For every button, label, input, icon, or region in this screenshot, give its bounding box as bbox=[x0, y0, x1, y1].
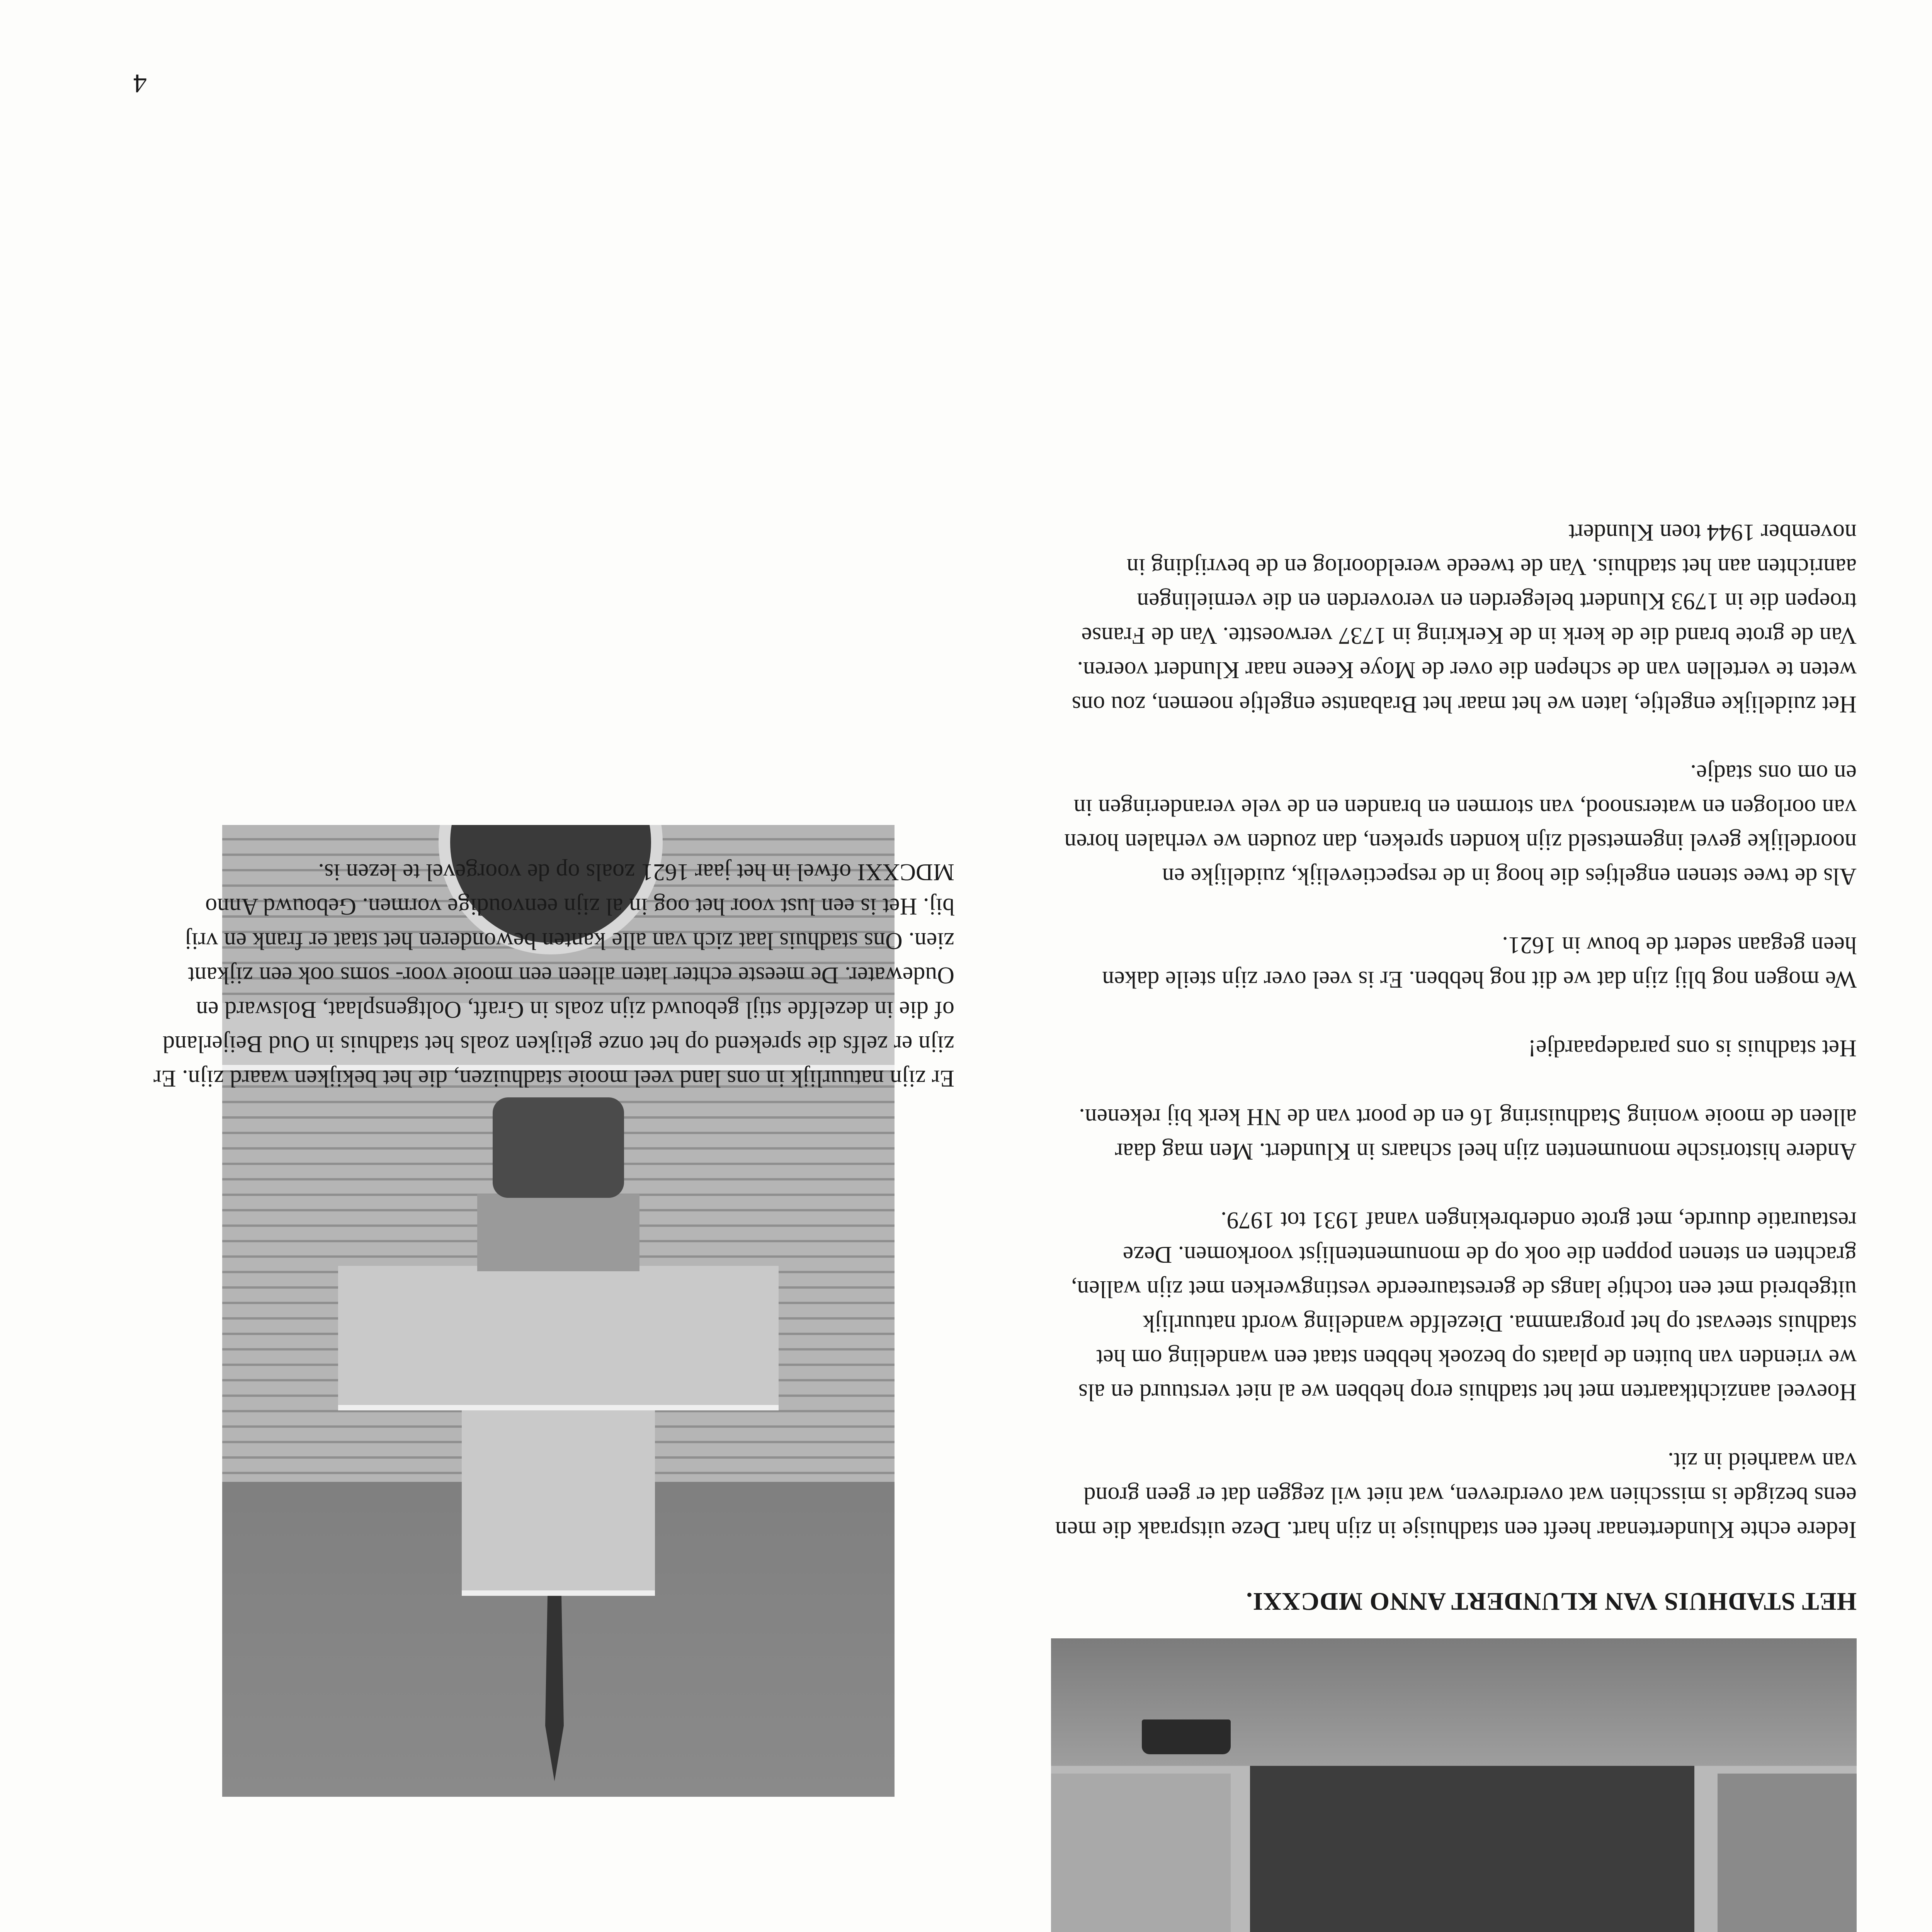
photo-pilaster bbox=[477, 1194, 639, 1271]
photo-car bbox=[1142, 1719, 1231, 1754]
paragraph: Andere historische monumenten zijn heel schaars in Klundert. Men mag daar alleen de mooie woning Stadhuisring 16 en de poort van de NH kerk bij rekenen. bbox=[1079, 1104, 1857, 1165]
photo-neighbour-house-right bbox=[1051, 1774, 1231, 1932]
page-number: 4 bbox=[133, 68, 147, 98]
article-column-right-lower bbox=[151, 820, 954, 1095]
photo-neighbour-house-left bbox=[1718, 1774, 1857, 1932]
paragraph: Als de twee stenen engeltjes die hoog in de respectievelijk, zuidelijke en noordelijke gevel ingemetseld zijn konden spreken, dan zouden we verhalen horen van oorlogen en watersnood, van stormen en branden en de vele veranderingen in en om ons stadje. bbox=[1064, 760, 1857, 889]
article-title: HET STADHUIS VAN KLUNDERT ANNO MDCXXI. bbox=[1246, 1587, 1857, 1616]
photo-gable-step bbox=[338, 1266, 779, 1410]
article-column-left bbox=[1053, 481, 1857, 1619]
paragraph: Er zijn natuurlijk in ons land veel mooie stadhuizen, die het bekijken waard zijn. Er zijn er zelfs die sprekend op het onze gelijken zoals het stadhuis in Oud Beijerland of die in dezelfde stijl gebouwd zijn zoals in Graft, Ooltgensplaat, Bolsward en Oudewater. De meeste echter laten alleen een mooie voor- soms ook een zijkant zien. Ons stadhuis laat zich van alle kanten bewonderen het staat er frank en vrij bij. Het is een lust voor het oog in al zijn eenvoudige vormen. Gebouwd Anno MDCXXI ofwel in het jaar 1621 zoals op de voorgevel te lezen is. bbox=[153, 859, 954, 1092]
photo-angel-relief bbox=[493, 1097, 624, 1198]
paragraph: Iedere echte Klundertenaar heeft een stadhuisje in zijn hart. Deze uitspraak die men eens bezigde is misschien wat overdreven, wat niet wil zeggen dat er geen grond van waarheid in zit. bbox=[1055, 1448, 1857, 1543]
paragraph: Hoeveel aanzichtkaarten met het stadhuis erop hebben we al niet verstuurd en als we vrienden van buiten de plaats op bezoek hebben staat een wandeling om het stadhuis steevast op het programma. Diezelfde wandeling wordt natuurlijk uitgebreid met een tochtje langs de gerestaureerde vestingwerken met zijn wallen, grachten en stenen poppen die ook op de monumentenlijst voorkomen. Deze restauratie duurde, met grote onderbrekingen vanaf 1931 tot 1979. bbox=[1071, 1207, 1857, 1405]
photo-gable-step bbox=[462, 1389, 655, 1596]
paragraph: Het stadhuis is ons paradepaardje! bbox=[1528, 1035, 1857, 1061]
photo-facade bbox=[1250, 1743, 1694, 1932]
paragraph: Het zuidelijke engeltje, laten we het maar het Brabantse engeltje noemen, zou ons weten te vertellen van de schepen die over de Moye Keene naar Klundert voeren. Van de grote brand die de kerk in de Kerkring in 1737 verwoestte. Van de Franse troepen die in 1793 Klundert belegerden en veroverden en die vernielingen aanrichten aan het stadhuis. Van de tweede wereldoorlog en de bevrijding in november 1944 toen Klundert bbox=[1071, 519, 1857, 718]
paragraph: We mogen nog blij zijn dat we dit nog hebben. Er is veel over zijn steile daken heen gegaan sedert de bouw in 1621. bbox=[1102, 932, 1857, 993]
town-hall-photo bbox=[1051, 1638, 1857, 1932]
